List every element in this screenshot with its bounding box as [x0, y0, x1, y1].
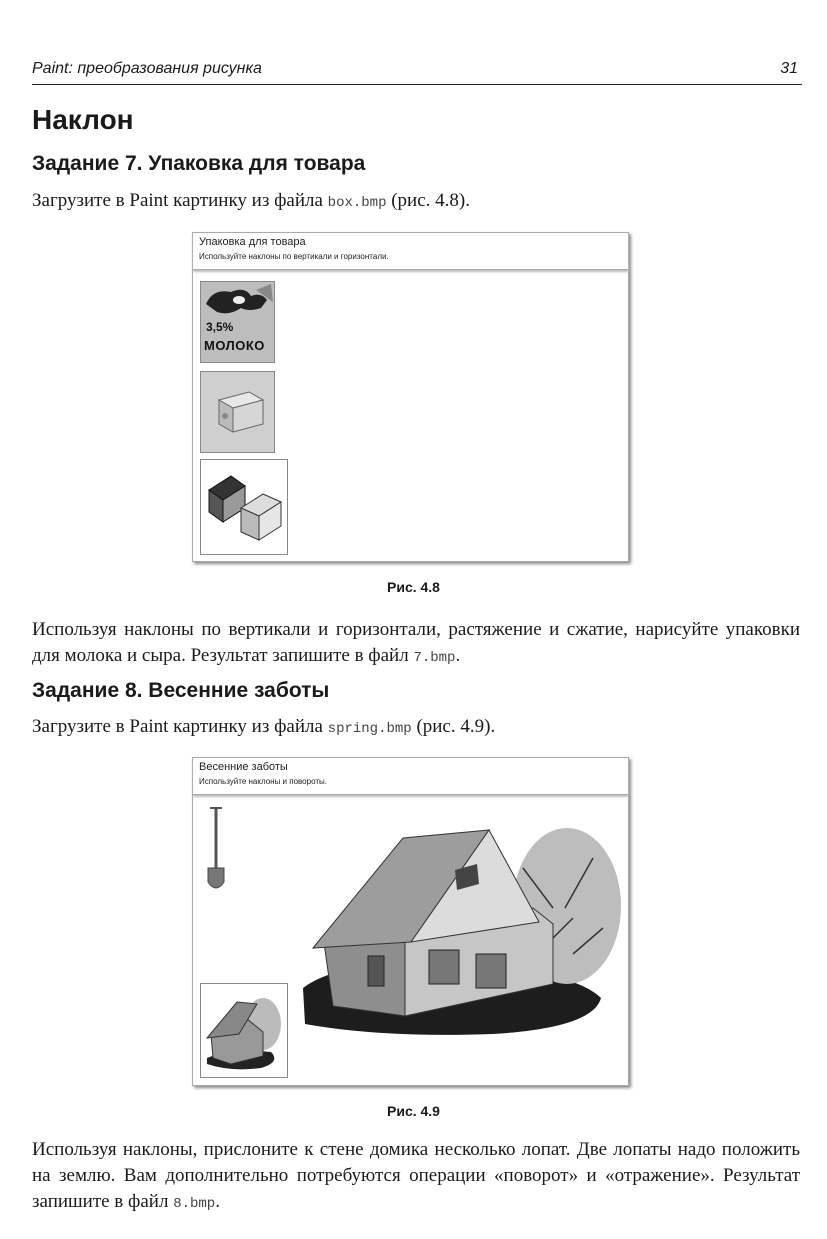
- spring-thumbnail: [200, 983, 288, 1078]
- task7-text-body: Используя наклоны по вертикали и горизонтали, растяжение и сжатие, нарисуйте упаковки для молока и сыра. Результат запишите в файл: [32, 619, 800, 666]
- figure-4-8: [192, 232, 629, 562]
- task8-intro: [32, 714, 800, 742]
- figure-4-9: [192, 757, 629, 1086]
- running-header-title: Paint: преобразования рисунка: [32, 60, 262, 77]
- milk-package-image: [200, 281, 275, 363]
- task8-text-file: 8.bmp: [173, 1196, 216, 1212]
- task8-text: [32, 1137, 800, 1217]
- caption-4-8: Рис. 4.8: [387, 579, 440, 595]
- shovel-icon: [208, 808, 224, 888]
- figure-4-9-subtitle: Используйте наклоны и повороты.: [199, 777, 327, 786]
- page-number: 31: [780, 60, 798, 77]
- figure-4-8-title: Упаковка для товара: [199, 236, 306, 248]
- cheese-icon: [201, 372, 274, 452]
- task7-intro-text: Загрузите в Paint картинку из файла: [32, 190, 323, 211]
- packages-image: [200, 459, 288, 555]
- cheese-image: [200, 371, 275, 453]
- task7-intro-file: box.bmp: [327, 195, 387, 211]
- running-header: [32, 58, 802, 85]
- house-thumb-icon: [201, 984, 287, 1077]
- task7-title: Задание 7. Упаковка для товара: [32, 152, 366, 175]
- task7-text-tail: .: [455, 645, 461, 666]
- house-icon: [313, 830, 553, 1016]
- task7-intro-tail: (рис. 4.8).: [391, 190, 470, 211]
- packages-icon: [201, 460, 287, 554]
- task8-text-tail: .: [215, 1191, 220, 1212]
- task8-intro-text: Загрузите в Paint картинку из файла: [32, 716, 323, 737]
- task8-text-body: Используя наклоны, прислоните к стене домика несколько лопат. Две лопаты надо положить на землю. Вам дополнительно потребуются операции «поворот» и «отражение». Результат запишите в файл: [32, 1139, 800, 1212]
- figure-4-8-banner: [193, 233, 628, 270]
- section-heading: Наклон: [32, 104, 134, 135]
- task8-intro-tail: (рис. 4.9).: [416, 716, 496, 737]
- milk-word: МОЛОКО: [204, 338, 265, 353]
- figure-4-8-subtitle: Используйте наклоны по вертикали и горизонтали.: [199, 252, 389, 261]
- caption-4-9: Рис. 4.9: [387, 1103, 440, 1119]
- task7-text: [32, 617, 800, 671]
- task8-title: Задание 8. Весенние заботы: [32, 679, 330, 702]
- task7-intro: [32, 188, 800, 216]
- figure-4-9-title: Весенние заботы: [199, 761, 288, 773]
- task7-text-file: 7.bmp: [413, 650, 456, 666]
- milk-percent: 3,5%: [206, 320, 234, 334]
- task8-intro-file: spring.bmp: [327, 721, 412, 737]
